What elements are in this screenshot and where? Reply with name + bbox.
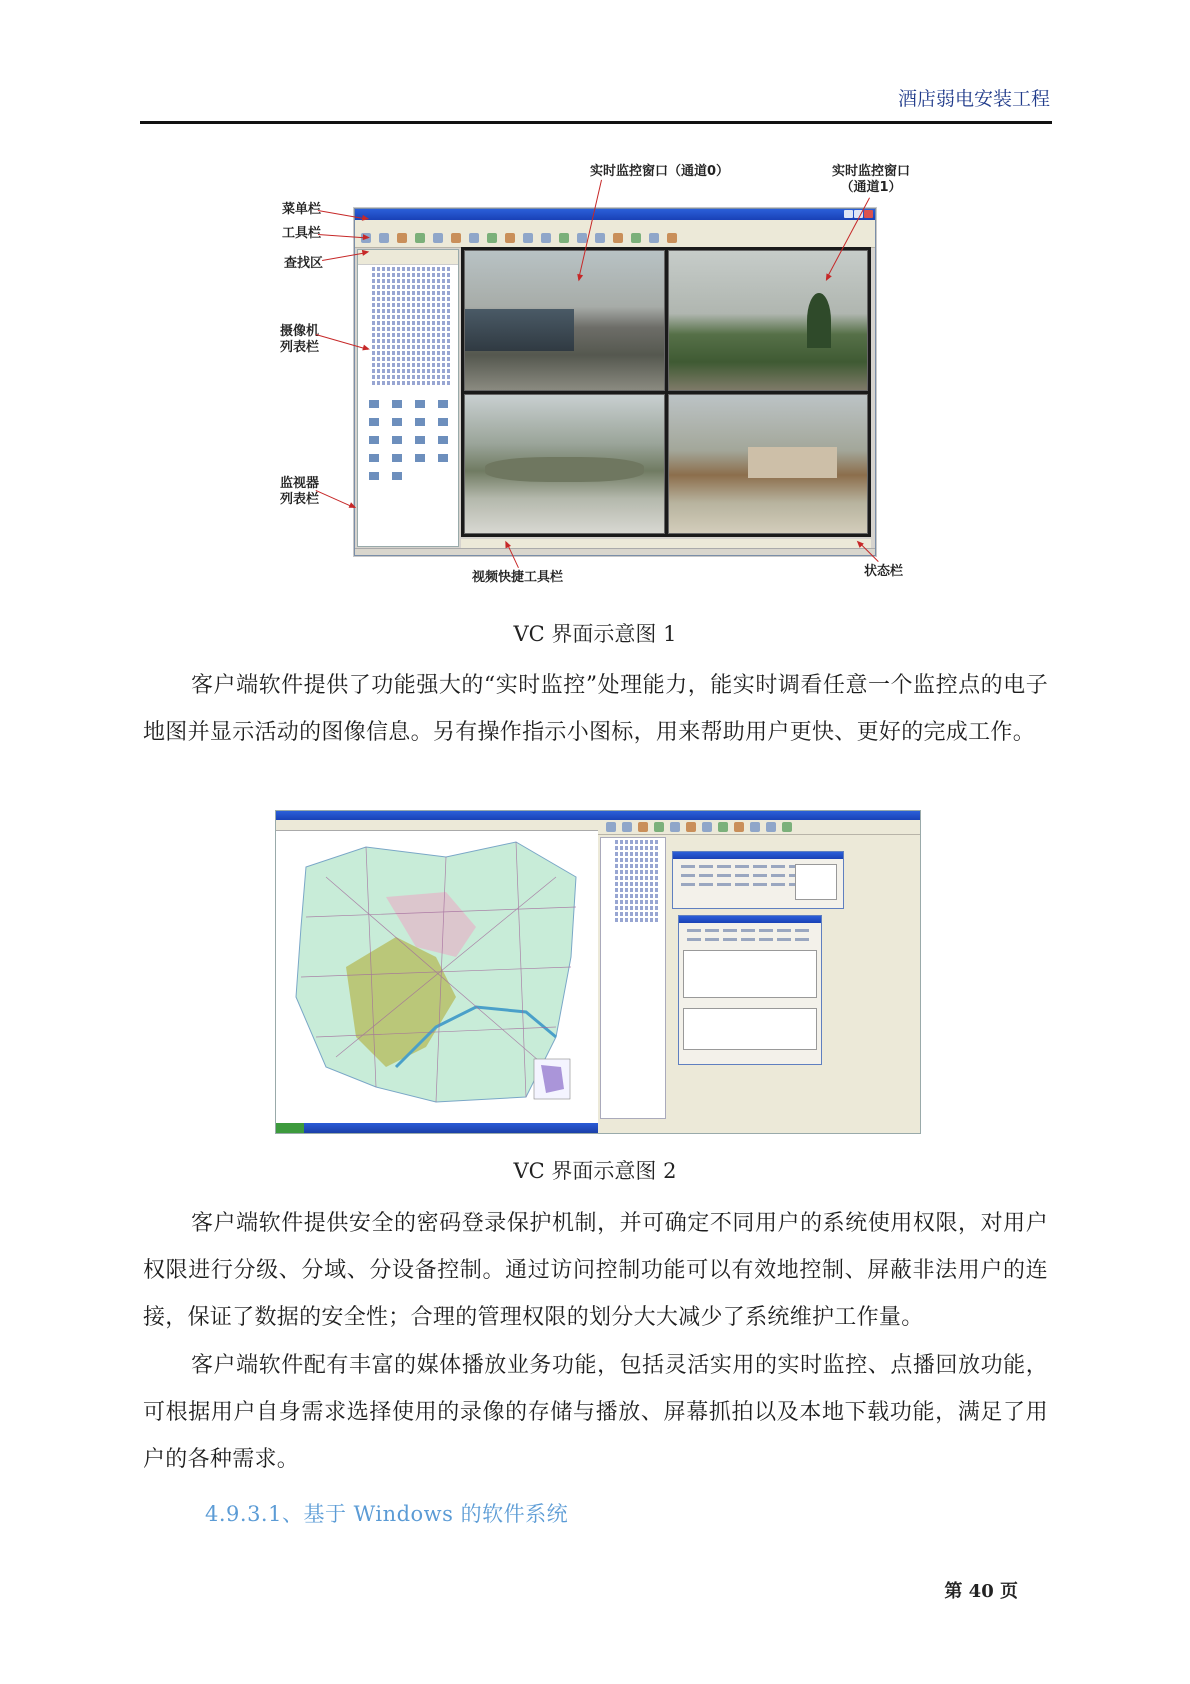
label-menu-bar: 菜单栏 [282, 202, 322, 217]
figure1-caption: VC 界面示意图 1 [513, 622, 677, 646]
label-monitor-list [280, 476, 319, 508]
video-channel-3 [668, 394, 869, 535]
page-header-title: 酒店弱电安装工程 [897, 88, 1050, 110]
label-search-area: 查找区 [284, 256, 324, 271]
client-device-list [600, 837, 666, 1119]
label-monitor-list-line2: 列表栏 [280, 492, 320, 507]
paragraph-media-playback: 客户端软件配有丰富的媒体播放业务功能，包括灵活实用的实时监控、点播回放功能，可根据用户自身需求选择使用的录像的存储与播放、屏幕抓拍以及本地下载功能，满足了用户的各种需求。 [143, 1353, 1048, 1472]
label-monitor-list-line1: 监视器 [280, 476, 320, 491]
video-channel-2 [464, 394, 665, 535]
figure-vc-interface-1 [272, 160, 932, 588]
windows-taskbar [276, 1123, 598, 1133]
video-channel-1 [668, 250, 869, 391]
header-rule [140, 121, 1052, 124]
arrow-monitor-list [316, 490, 355, 508]
vc-left-panel [357, 249, 459, 547]
vc-monitor-list [362, 400, 454, 480]
vc-client-window [354, 208, 876, 556]
vc-toolbar [355, 229, 875, 248]
figure2-caption: VC 界面示意图 2 [513, 1159, 677, 1183]
client-toolbar [598, 820, 920, 835]
vc-status-bar [355, 548, 875, 555]
paragraph-realtime-monitoring: 客户端软件提供了功能强大的“实时监控”处理能力，能实时调看任意一个监控点的电子地图并显示活动的图像信息。另有操作指示小图标，用来帮助用户更快、更好的完成工作。 [143, 673, 1048, 745]
map-window [276, 811, 598, 1133]
label-video-toolbar: 视频快捷工具栏 [472, 570, 564, 585]
electronic-map [286, 837, 586, 1107]
label-toolbar: 工具栏 [282, 226, 322, 241]
video-channel-0 [464, 250, 665, 391]
label-window-ch1-line2: （通道1） [840, 180, 902, 195]
paragraph-login-security: 客户端软件提供安全的密码登录保护机制，并可确定不同用户的系统使用权限，对用户权限进行分级、分域、分设备控制。通过访问控制功能可以有效地控制、屏蔽非法用户的连接，保证了数据的安全性；合理的管理权限的划分大大减少了系统维护工作量。 [143, 1211, 1048, 1330]
vc-search-area [358, 250, 458, 265]
client-title-bar [598, 811, 920, 820]
label-camera-list [280, 324, 319, 356]
label-window-ch0: 实时监控窗口（通道0） [590, 164, 730, 179]
vc-menu-bar [355, 220, 875, 229]
client-window [598, 811, 920, 1133]
label-status-bar: 状态栏 [864, 564, 904, 579]
page-number: 第 40 页 [944, 1581, 1018, 1602]
vc-video-grid [461, 247, 871, 537]
label-window-ch1 [832, 164, 910, 196]
ptz-control-dialog [672, 851, 844, 909]
record-query-dialog [678, 915, 822, 1065]
map-title-bar [276, 811, 598, 820]
map-toolbar [276, 820, 598, 831]
label-window-ch1-line1: 实时监控窗口 [832, 164, 911, 179]
label-camera-list-line1: 摄像机 [280, 324, 320, 339]
vc-title-bar [355, 209, 875, 220]
section-heading: 4.9.3.1、基于 Windows 的软件系统 [205, 1502, 569, 1526]
figure-vc-interface-2 [275, 810, 921, 1134]
label-camera-list-line2: 列表栏 [280, 340, 320, 355]
